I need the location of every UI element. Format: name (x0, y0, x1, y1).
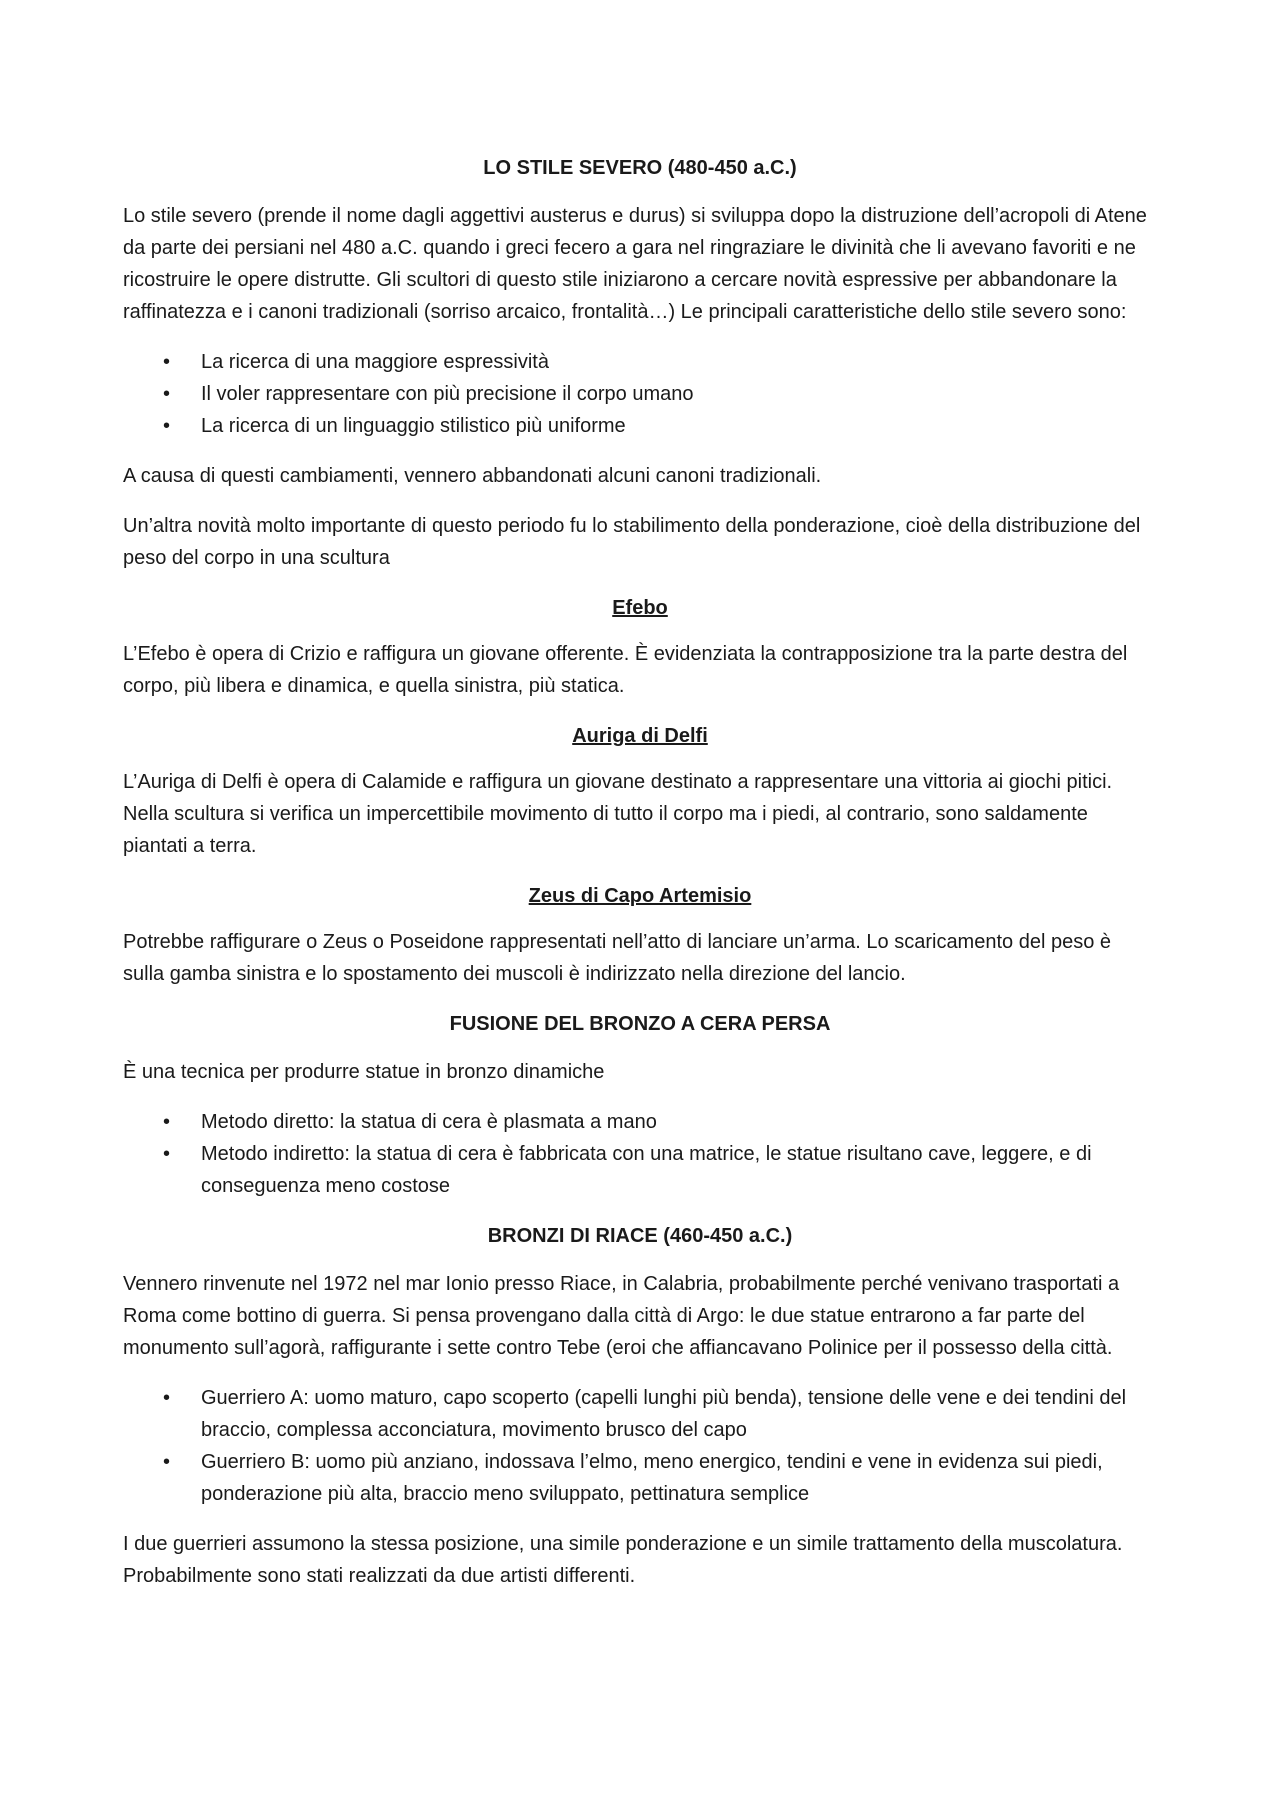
section-title-riace: BRONZI DI RIACE (460-450 a.C.) (487, 1225, 793, 1247)
paragraph-zeus: Potrebbe raffigurare o Zeus o Poseidone rappresentati nell’atto di lanciare un’arma. Lo scaricamento del peso è sulla gamba sinistra e lo spostamento dei muscoli è indirizzato nella direzione del lancio. (123, 931, 1111, 985)
list-fusione-metodi (123, 1106, 1157, 1202)
section-title-auriga: Auriga di Delfi (572, 725, 708, 747)
section-title-fusione: FUSIONE DEL BRONZO A CERA PERSA (449, 1013, 831, 1035)
bullet-icon: • (163, 415, 171, 437)
paragraph-efebo: L’Efebo è opera di Crizio e raffigura un giovane offerente. È evidenziata la contrapposizione tra la parte destra del corpo, più libera e dinamica, e quella sinistra, più statica. (123, 643, 1128, 697)
list-item: • Metodo diretto: la statua di cera è plasmata a mano (123, 1106, 1157, 1138)
bullet-icon: • (163, 1451, 171, 1473)
list-item: • Metodo indiretto: la statua di cera è fabbricata con una matrice, le statue risultano cave, leggere, e di conseguenza meno costose (123, 1138, 1157, 1202)
list-item: • La ricerca di una maggiore espressività (123, 346, 1157, 378)
list-item: • Il voler rappresentare con più precisione il corpo umano (123, 378, 1157, 410)
paragraph-fusione: È una tecnica per produrre statue in bronzo dinamiche (123, 1061, 605, 1083)
section-title-stile-severo: LO STILE SEVERO (480-450 a.C.) (483, 157, 797, 179)
section-title-zeus: Zeus di Capo Artemisio (528, 885, 752, 907)
bullet-icon: • (163, 1143, 171, 1165)
list-stile-severo-features (123, 346, 1157, 442)
document-page (123, 152, 1157, 1610)
list-item: • La ricerca di un linguaggio stilistico più uniforme (123, 410, 1157, 442)
paragraph-riace: Vennero rinvenute nel 1972 nel mar Ionio presso Riace, in Calabria, probabilmente perché venivano trasportati a Roma come bottino di guerra. Si pensa provengano dalla città di Argo: le due statue entrarono a far parte del monumento sull’agorà, raffigurante i sette contro Tebe (eroi che affiancavano Polinice per il possesso della città. (123, 1273, 1120, 1359)
section-title-efebo: Efebo (612, 597, 668, 619)
paragraph-cambiamenti: A causa di questi cambiamenti, vennero abbandonati alcuni canoni tradizionali. (123, 465, 822, 487)
paragraph-ponderazione: Un’altra novità molto importante di questo periodo fu lo stabilimento della ponderazione, cioè della distribuzione del peso del corpo in una scultura (123, 515, 1141, 569)
list-item: • Guerriero A: uomo maturo, capo scoperto (capelli lunghi più benda), tensione delle vene e dei tendini del braccio, complessa acconciatura, movimento brusco del capo (123, 1382, 1157, 1446)
paragraph-auriga: L’Auriga di Delfi è opera di Calamide e raffigura un giovane destinato a rappresentare una vittoria ai giochi pitici. Nella scultura si verifica un impercettibile movimento di tutto il corpo ma i piedi, al contrario, sono saldamente piantati a terra. (123, 771, 1113, 857)
bullet-icon: • (163, 383, 171, 405)
paragraph-riace-closing: I due guerrieri assumono la stessa posizione, una simile ponderazione e un simile trattamento della muscolatura. Probabilmente sono stati realizzati da due artisti differenti. (123, 1533, 1123, 1587)
list-riace-guerrieri (123, 1382, 1157, 1510)
bullet-icon: • (163, 351, 171, 373)
list-item: • Guerriero B: uomo più anziano, indossava l’elmo, meno energico, tendini e vene in evidenza sui piedi, ponderazione più alta, braccio meno sviluppato, pettinatura semplice (123, 1446, 1157, 1510)
bullet-icon: • (163, 1111, 171, 1133)
paragraph-stile-severo-intro: Lo stile severo (prende il nome dagli aggettivi austerus e durus) si sviluppa dopo la distruzione dell’acropoli di Atene da parte dei persiani nel 480 a.C. quando i greci fecero a gara nel ringraziare le divinità che li avevano favoriti e ne ricostruire le opere distrutte. Gli scultori di questo stile iniziarono a cercare novità espressive per abbandonare la raffinatezza e i canoni tradizionali (sorriso arcaico, frontalità…) Le principali caratteristiche dello stile severo sono: (123, 205, 1147, 323)
bullet-icon: • (163, 1387, 171, 1409)
